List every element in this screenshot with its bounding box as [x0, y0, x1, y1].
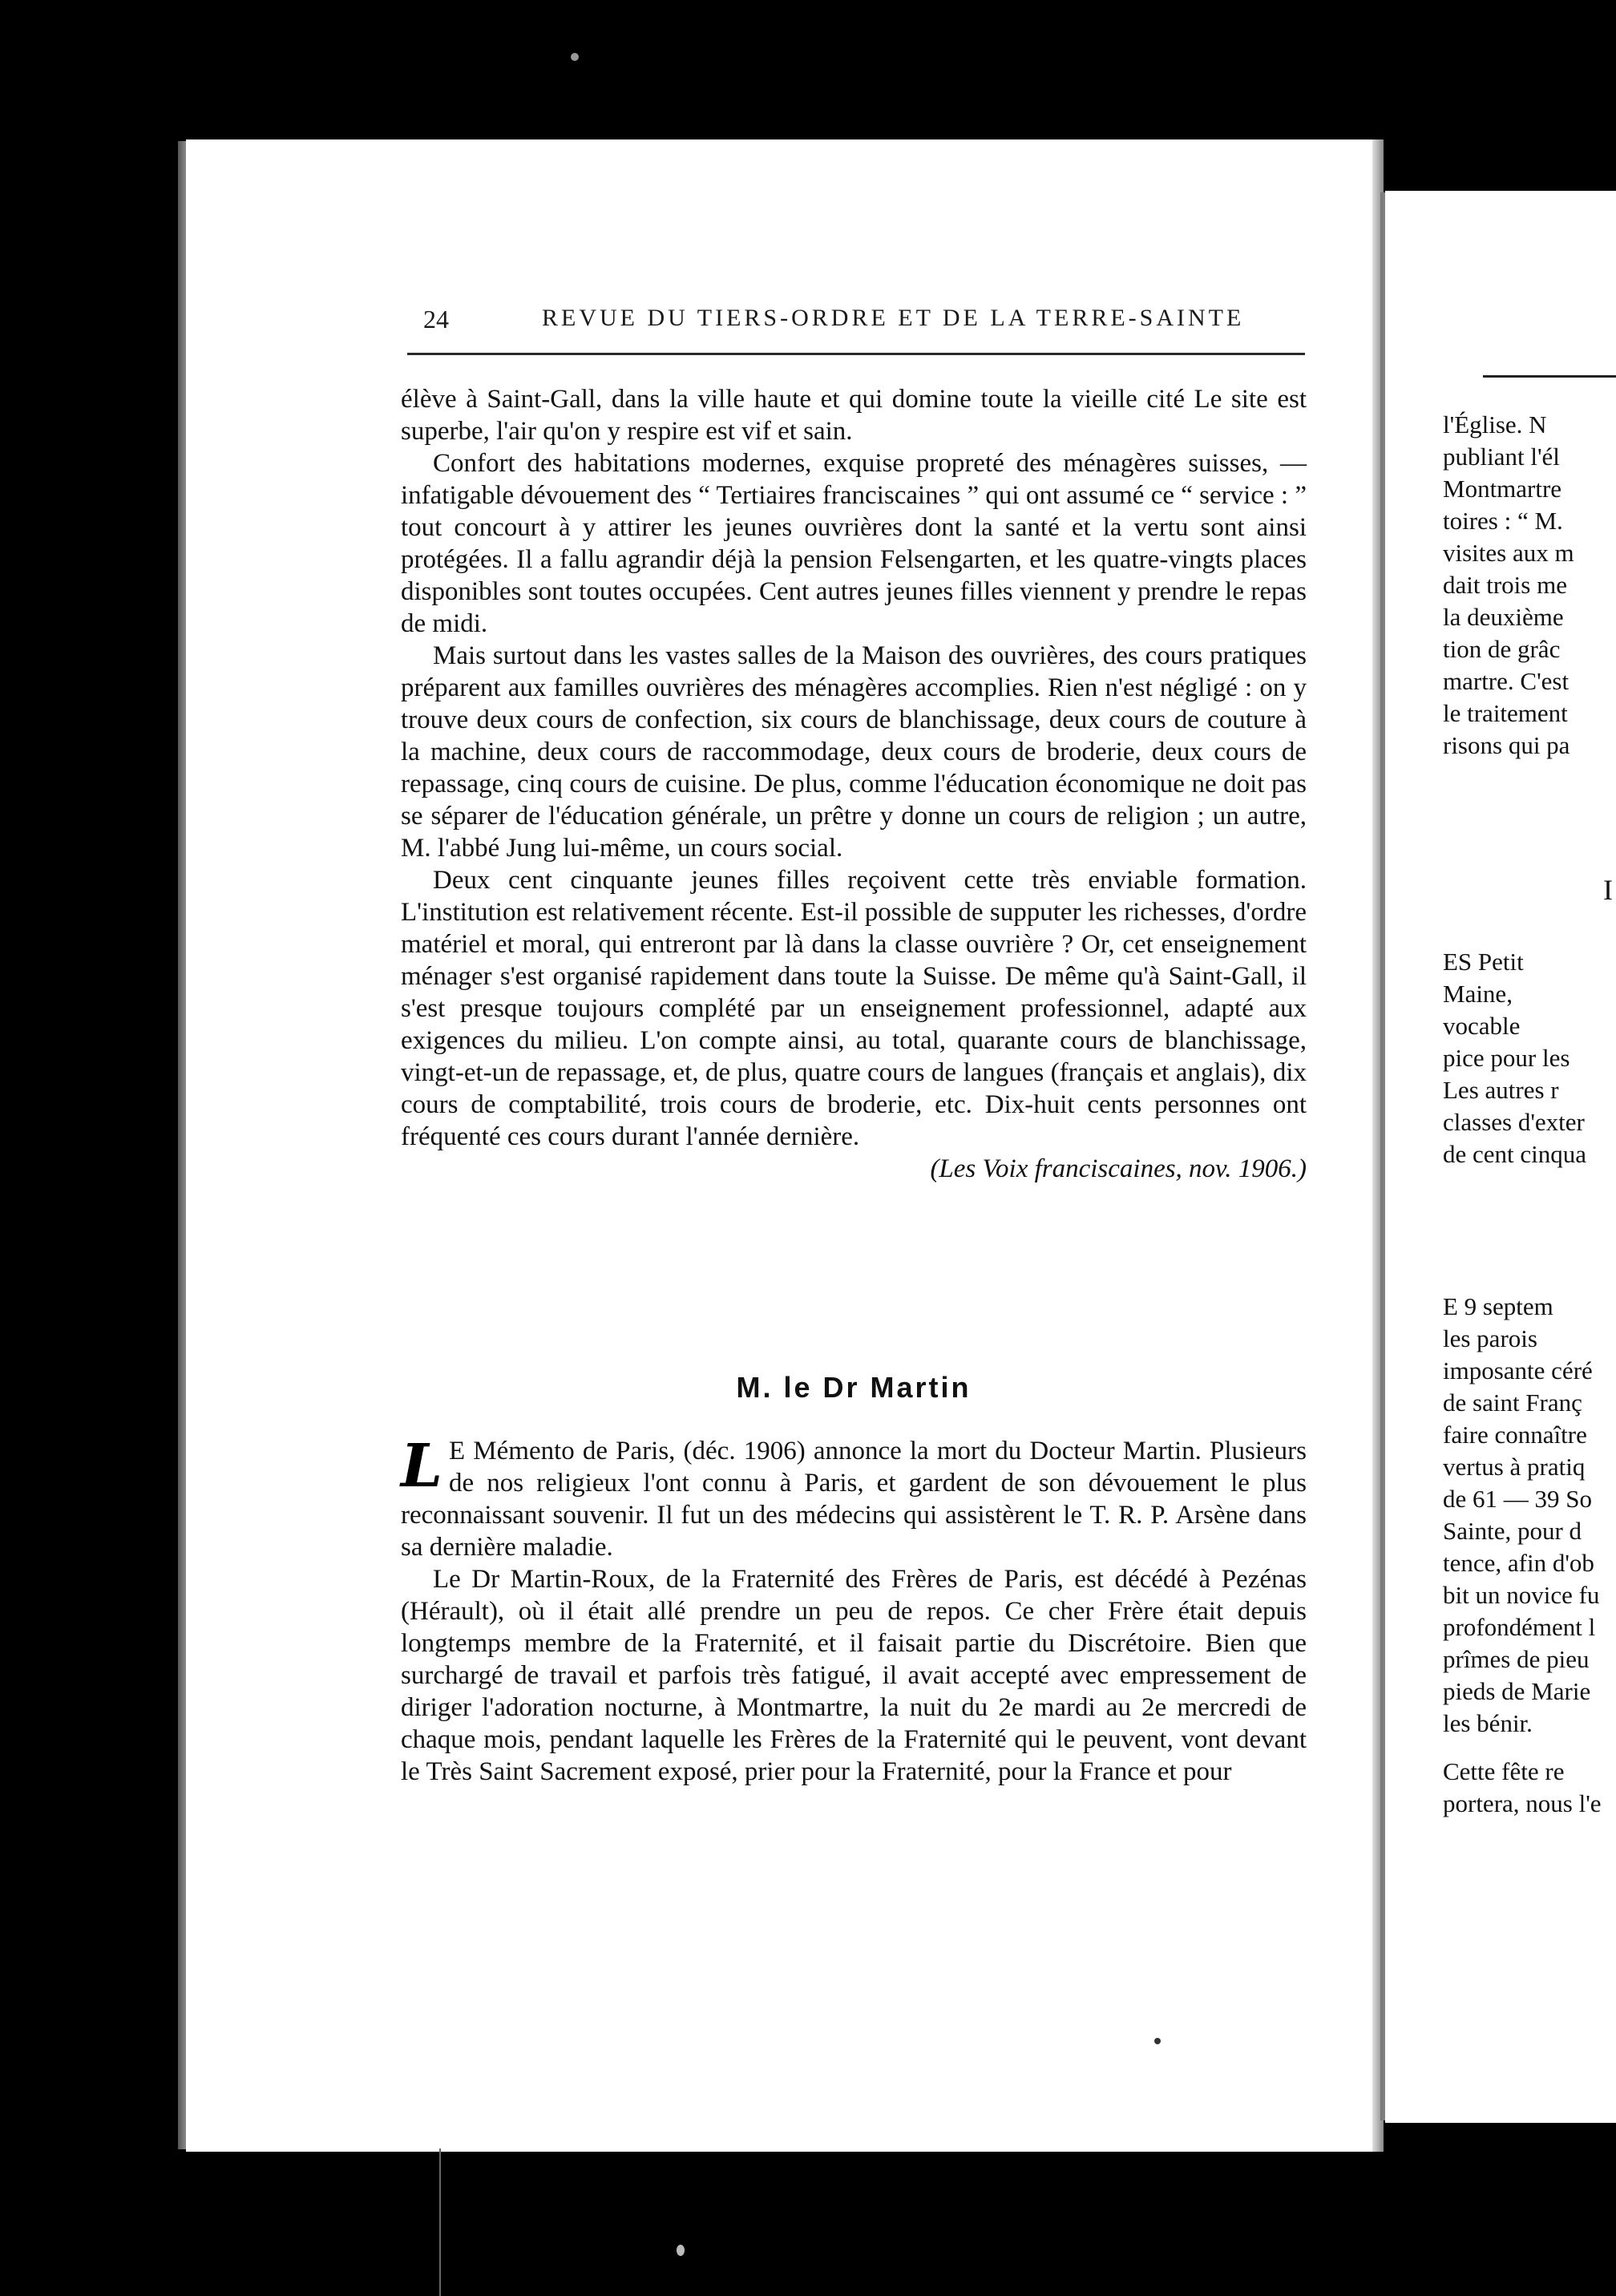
right-column-line: les bénir. [1443, 1709, 1533, 1737]
right-column-line: vocable [1443, 1012, 1521, 1040]
drop-cap: L [401, 1432, 443, 1501]
right-column-line: visites aux m [1443, 539, 1574, 567]
right-column-line: le traitement [1443, 699, 1568, 727]
right-column-line: Cette fête re [1443, 1757, 1565, 1785]
right-column-line: tence, afin d'ob [1443, 1549, 1594, 1577]
right-column-line: bit un novice fu [1443, 1581, 1600, 1609]
right-column-line: de cent cinqua [1443, 1140, 1587, 1168]
right-column-line: de 61 — 39 So [1443, 1485, 1592, 1513]
right-column-line: les parois [1443, 1324, 1537, 1352]
right-column-line: imposante céré [1443, 1356, 1593, 1384]
right-column-line: Sainte, pour d [1443, 1517, 1582, 1545]
right-column-line: pice pour les [1443, 1044, 1570, 1072]
paragraph: élève à Saint-Gall, dans la ville haute et qui domine toute la vieille cité Le site est superbe, l'air qu'on y respire est vif et sain. [401, 385, 1307, 446]
page-number: 24 [423, 305, 449, 333]
right-column-line: vertus à pratiq [1443, 1453, 1586, 1481]
right-column-line: Montmartre [1443, 475, 1562, 503]
right-column-line: de saint Franç [1443, 1389, 1582, 1417]
right-column-line: tion de grâc [1443, 635, 1561, 663]
running-header: REVUE DU TIERS-ORDRE ET DE LA TERRE-SAINTE [542, 305, 1245, 331]
right-column-line: Les autres r [1443, 1076, 1559, 1104]
right-column-line: martre. C'est [1443, 667, 1570, 695]
right-column-line: faire connaître [1443, 1421, 1587, 1449]
right-column-line: portera, nous l'e [1443, 1789, 1602, 1817]
paragraph: Le Dr Martin-Roux, de la Fraternité des Frères de Paris, est décédé à Pezénas (Hérault), où il était allé prendre un peu de repos. Ce cher Frère était depuis longtemps membre de la Fraternité, et il faisait partie du Discrétoire. Bien que surchargé de travail et parfois très fatigué, il avait accepté avec empressement de diriger l'adoration nocturne, à Montmartre, la nuit du 2e mardi au 2e mercredi de chaque mois, pendant laquelle les Frères de la Fraternité qui le peuvent, vont devant le Très Saint Sacrement exposé, prier pour la Fraternité, pour la France et pour [401, 1565, 1307, 1786]
scan-speck [1154, 2038, 1161, 2044]
right-column-line: Maine, [1443, 980, 1513, 1008]
citation [401, 1153, 1307, 1185]
right-column-line: publiant l'él [1443, 443, 1560, 471]
right-column-line: pieds de Marie [1443, 1677, 1591, 1705]
right-column-line: I [1603, 874, 1613, 906]
scan-speck [571, 53, 579, 61]
scan-line [439, 2148, 441, 2296]
right-column-line: risons qui pa [1443, 731, 1570, 759]
right-column-line: classes d'exter [1443, 1108, 1585, 1136]
paragraph-text: E Mémento de Paris, (déc. 1906) annonce la mort du Docteur Martin. Plusieurs de nos religieux l'ont connu à Paris, et gardent de son dévouement le plus reconnaissant souvenir. Il fut un des médecins qui assistèrent le T. R. P. Arsène dans sa dernière maladie. [401, 1437, 1307, 1562]
right-column-line: la deuxième [1443, 603, 1564, 631]
paragraph [401, 1432, 1307, 1563]
right-column-line: l'Église. N [1443, 410, 1547, 439]
right-column-line: prîmes de pieu [1443, 1645, 1590, 1673]
citation-text: (Les Voix franciscaines, nov. 1906.) [930, 1154, 1307, 1183]
article-body-bottom [401, 1432, 1307, 1788]
right-column-line: profondément l [1443, 1613, 1596, 1641]
paragraph: Deux cent cinquante jeunes filles reçoivent cette très enviable formation. L'institution est relativement récente. Est-il possible de supputer les richesses, d'ordre matériel et moral, qui entreront par là dans la classe ouvrière ? Or, cet enseignement ménager s'est organisé rapidement dans toute la Suisse. De même qu'à Saint-Gall, il s'est presque toujours complété par un enseignement professionnel, adapté aux exigences du milieu. L'on compte ainsi, au total, quarante cours de blanchissage, vingt-et-un de repassage, et, de plus, quatre cours de langues (français et anglais), dix cours de comptabilité, trois cours de broderie, etc. Dix-huit cents personnes ont fréquenté ces cours durant l'année dernière. [401, 866, 1307, 1151]
header-rule [407, 353, 1305, 355]
right-column-line: dait trois me [1443, 571, 1567, 599]
right-column-line: E 9 septem [1443, 1292, 1553, 1320]
paragraph: Mais surtout dans les vastes salles de la Maison des ouvrières, des cours pratiques préparent aux familles ouvrières des ménagères accomplies. Rien n'est négligé : on y trouve deux cours de confection, six cours de blanchissage, deux cours de couture à la machine, deux cours de raccommodage, deux cours de broderie, deux cours de repassage, cinq cours de cuisine. De plus, comme l'éducation économique ne doit pas se séparer de l'éducation générale, un prêtre y donne un cours de religion ; un autre, M. l'abbé Jung lui-même, un cours social. [401, 641, 1307, 863]
right-header-rule [1483, 375, 1616, 378]
right-column-line: ES Petit [1443, 948, 1524, 976]
paragraph: Confort des habitations modernes, exquise propreté des ménagères suisses, — infatigable dévouement des “ Tertiaires franciscaines ” qui ont assumé ce “ service : ” tout concourt à y attirer les jeunes ouvrières dont la santé et la vertu sont ainsi protégées. Il a fallu agrandir déjà la pension Felsengarten, et les quatre-vingts places disponibles sont toutes occupées. Cent autres jeunes filles viennent y prendre le repas de midi. [401, 449, 1307, 638]
article-body-top [401, 383, 1307, 1185]
section-title: M. le Dr Martin [736, 1371, 972, 1404]
scan-speck [677, 2245, 685, 2256]
right-column-line: toires : “ M. [1443, 507, 1563, 535]
